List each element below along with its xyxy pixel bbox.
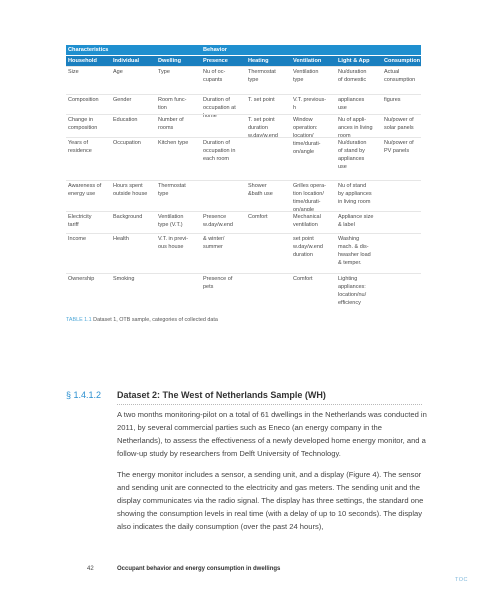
column-header: Individual (113, 57, 140, 64)
table-cell: Presence w.day/w.end (203, 214, 233, 228)
table-cell: Mechanical ventilation (293, 214, 321, 228)
table-cell: Thermostat type (248, 69, 276, 83)
footer-title: Occupant behavior and energy consumption in dwellings (117, 566, 281, 572)
table-caption-text: Dataset 1, OTB sample, categories of collected data (93, 317, 218, 323)
table-cell: Size (68, 69, 79, 75)
table-cell: Nu of stand by appliances in living room (338, 183, 372, 205)
row-divider (66, 114, 421, 115)
table-cell: Room func- tion (158, 97, 187, 111)
table-caption (66, 317, 218, 323)
row-divider (66, 66, 421, 67)
table-cell: Education (113, 117, 138, 123)
table-cell: Appliance size & label (338, 214, 374, 228)
table-group-header (66, 45, 421, 55)
table-cell: Background (113, 214, 143, 220)
table-cell: Comfort (248, 214, 268, 220)
table-cell: T. set point (248, 97, 275, 103)
table-cell: Ownership (68, 276, 95, 282)
table-caption-label: TABLE 1.1 (66, 317, 92, 323)
page-number: 42 (87, 566, 94, 572)
table-cell: Duration of occupation at home (203, 97, 236, 119)
table-cell: Duration of occupation in each room (203, 140, 236, 162)
table-cell: Nu of appli- ances in living room (338, 117, 373, 139)
table-row (66, 273, 421, 323)
table-cell: V.T. in previ- ous house (158, 236, 189, 250)
column-header: Ventilation (293, 57, 322, 64)
table-cell: Comfort (293, 276, 313, 282)
row-divider (66, 94, 421, 95)
row-divider (66, 211, 421, 212)
table-cell: Occupation (113, 140, 141, 146)
behavior-header: Behavior (203, 46, 227, 53)
table-cell: Thermostat type (158, 183, 186, 197)
table-cell: Composition (68, 97, 99, 103)
table-cell: Ventilation type (293, 69, 319, 83)
table-cell: set point w.day/w.end duration (293, 236, 323, 258)
section-divider (117, 404, 422, 405)
row-divider (66, 233, 421, 234)
table-cell: T. set point duration w.day/w.end (248, 117, 278, 139)
row-divider (66, 137, 421, 138)
table-row (66, 211, 421, 233)
table-cell: V.T. previous- h (293, 97, 327, 111)
characteristics-header: Characteristics (68, 46, 109, 53)
data-table (66, 45, 421, 323)
table-cell: appliances use (338, 97, 365, 111)
table-cell: Washing mach. & dis- hwasher load & temper. (338, 236, 371, 266)
column-header: Light & App (338, 57, 370, 64)
section-number: § 1.4.1.2 (66, 390, 102, 400)
table-column-header (66, 56, 421, 66)
table-cell: Shower &bath use (248, 183, 273, 197)
section-title: Dataset 2: The West of Netherlands Sample (WH) (117, 390, 326, 400)
table-body (66, 66, 421, 323)
paragraph-1: A two months monitoring-pilot on a total of 61 dwellings in the Netherlands was conducted in 2011, by several commercial parties such as Eneco (an energy company in the Netherlands), to assess the effectiveness of a newly developed home energy monitor, and a follow-up study by researchers from Delft University of Technology. (117, 410, 427, 458)
table-cell: Lighting appliances: location/nu/ efficiency (338, 276, 367, 306)
column-header: Dwelling (158, 57, 181, 64)
table-cell: Presence of pets (203, 276, 233, 290)
table-cell: Gender (113, 97, 132, 103)
column-header: Heating (248, 57, 269, 64)
table-cell: Window operation: location/ time/durati- on/angle (293, 117, 321, 155)
toc-link[interactable]: TOC (455, 577, 469, 583)
table-cell: Hours spent outside house (113, 183, 148, 197)
column-header: Presence (203, 57, 228, 64)
table-cell: Nu/duration of domestic (338, 69, 367, 83)
column-header: Household (68, 57, 97, 64)
table-row (66, 94, 421, 119)
table-cell: Change in composition (68, 117, 98, 131)
table-cell: Actual consumption (384, 69, 416, 83)
table-cell: Number of rooms (158, 117, 184, 131)
table-cell: Grilles opera- tion location/ time/durati- on/angle (293, 183, 327, 213)
table-cell: Nu/power of solar panels (384, 117, 414, 131)
table-cell: Kitchen type (158, 140, 189, 146)
table-row (66, 233, 421, 273)
table-cell: Age (113, 69, 123, 75)
paragraph-2: The energy monitor includes a sensor, a sending unit, and a display (Figure 4). The sensor and sending unit are connected to the electricity and gas meters. The sending unit and the display communicates via the radio signal. The display has three settings, the standard one showing the consumption levels in real time (with a delay of up to 10 seconds). The display also indicates the daily consumption (over the past 24 hours), (117, 470, 424, 531)
row-divider (66, 273, 421, 274)
table-cell: Income (68, 236, 87, 242)
table-cell: Smoking (113, 276, 135, 282)
table-row (66, 66, 421, 94)
table-cell: Type (158, 69, 170, 75)
table-cell: Ventilation type (V.T.) (158, 214, 184, 228)
table-cell: Awareness of energy use (68, 183, 102, 197)
row-divider (66, 180, 421, 181)
table-cell: & winter/ summer (203, 236, 225, 250)
table-cell: figures (384, 97, 401, 103)
table-cell: Years of residence (68, 140, 92, 154)
table-row (66, 180, 421, 211)
table-cell: Health (113, 236, 129, 242)
table-cell: Nu/duration of stand by appliances use (338, 140, 367, 170)
column-header: Consumption (384, 57, 421, 64)
table-cell: Electricity tariff (68, 214, 92, 228)
table-row (66, 137, 421, 180)
table-cell: Nu/power of PV panels (384, 140, 414, 154)
table-cell: Nu of oc- cupants (203, 69, 226, 83)
